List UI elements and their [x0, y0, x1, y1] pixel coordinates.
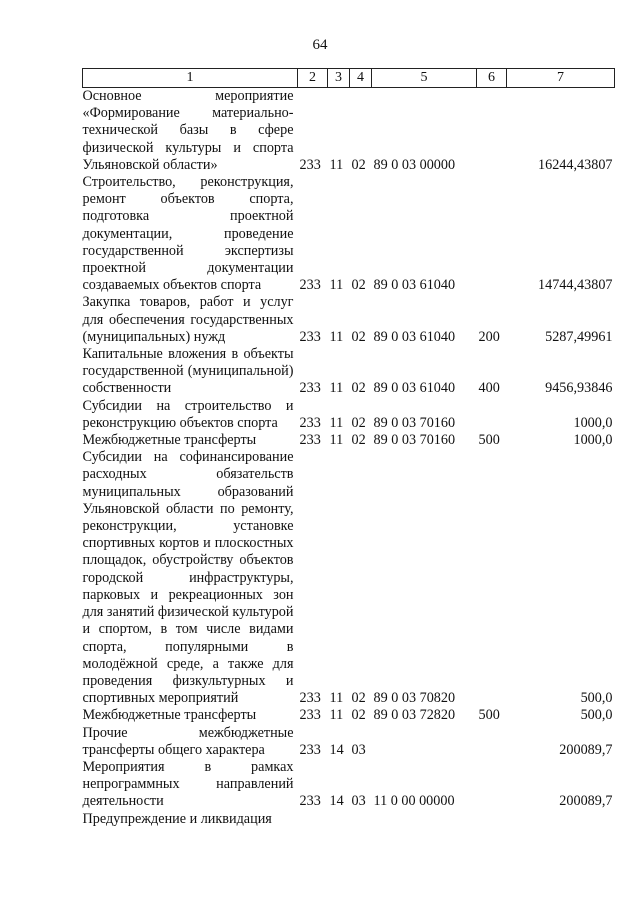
section-code: 11 — [329, 380, 344, 397]
budget-table — [82, 68, 615, 828]
subsection-code: 02 — [351, 707, 366, 724]
expense-name: Межбюджетные трансферты — [82, 432, 257, 449]
amount — [507, 811, 615, 828]
expense-name: Прочие межбюджетные трансферты общего характера — [82, 724, 294, 758]
ministry-code: 233 — [299, 156, 321, 173]
expense-type-code — [477, 174, 507, 294]
amount: 1000,0 — [573, 432, 613, 449]
target-article-code: 89 0 03 70160 — [373, 432, 456, 449]
page-number: 64 — [312, 37, 328, 53]
amount: 200089,7 — [559, 793, 613, 810]
subsection-code: 02 — [351, 690, 366, 707]
table-row — [83, 88, 615, 175]
column-header: 4 — [350, 69, 372, 88]
amount: 500,0 — [580, 690, 613, 707]
expense-name: Строительство, реконструкция, ремонт объектов спорта, подготовка проектной документации, проведение государственной экспертизы проектной документации создаваемых объектов спорта — [82, 174, 294, 294]
section-code: 11 — [329, 707, 344, 724]
column-header: 5 — [372, 69, 477, 88]
target-article-code: 11 0 00 00000 — [373, 793, 455, 810]
section-code: 11 — [329, 414, 344, 431]
ministry-code: 233 — [299, 432, 321, 449]
column-header: 3 — [328, 69, 350, 88]
expense-type-code — [477, 811, 507, 828]
ministry-code: 233 — [299, 414, 321, 431]
expense-name: Закупка товаров, работ и услуг для обеспечения государственных (муниципальных) нужд — [82, 294, 294, 345]
column-header: 1 — [83, 69, 298, 88]
expense-name: Субсидии на строительство и реконструкцию объектов спорта — [82, 397, 294, 431]
target-article-code — [372, 725, 477, 759]
section-code: 11 — [329, 156, 344, 173]
ministry-code: 233 — [299, 707, 321, 724]
table-row — [83, 759, 615, 811]
target-article-code — [372, 811, 477, 828]
subsection-code: 02 — [351, 414, 366, 431]
table-row — [83, 449, 615, 707]
expense-type-code: 200 — [478, 328, 500, 345]
subsection-code — [350, 811, 372, 828]
expense-type-code — [477, 398, 507, 432]
table-header-row — [83, 69, 615, 88]
expense-type-code — [477, 759, 507, 811]
target-article-code: 89 0 03 61040 — [373, 328, 456, 345]
expense-name: Основное мероприятие «Формирование материально-технической базы в сфере физической культуры и спорта Ульяновской области» — [82, 88, 294, 173]
ministry-code: 233 — [299, 690, 321, 707]
amount: 1000,0 — [573, 414, 613, 431]
expense-type-code — [477, 449, 507, 707]
section-code: 14 — [329, 793, 344, 810]
expense-type-code: 400 — [478, 380, 500, 397]
amount: 16244,43807 — [538, 156, 613, 173]
subsection-code: 02 — [351, 328, 366, 345]
expense-type-code — [477, 725, 507, 759]
table-row — [83, 174, 615, 294]
target-article-code: 89 0 03 00000 — [373, 156, 456, 173]
target-article-code: 89 0 03 70160 — [373, 414, 456, 431]
target-article-code: 89 0 03 70820 — [373, 690, 456, 707]
section-code: 14 — [329, 741, 344, 758]
subsection-code: 02 — [351, 432, 366, 449]
expense-name: Мероприятия в рамках непрограммных направлений деятельности — [82, 758, 294, 810]
amount: 200089,7 — [559, 741, 613, 758]
subsection-code: 02 — [351, 156, 366, 173]
expense-name: Межбюджетные трансферты — [82, 707, 257, 724]
ministry-code: 233 — [299, 277, 321, 294]
expense-name: Капитальные вложения в объекты государственной (муниципальной) собственности — [82, 346, 294, 397]
table-row — [83, 398, 615, 432]
column-header: 6 — [477, 69, 507, 88]
column-header: 7 — [507, 69, 615, 88]
expense-type-code: 500 — [478, 432, 500, 449]
subsection-code: 02 — [351, 277, 366, 294]
section-code — [328, 811, 350, 828]
section-code: 11 — [329, 328, 344, 345]
amount: 5287,49961 — [545, 328, 613, 345]
ministry-code: 233 — [299, 741, 321, 758]
ministry-code — [298, 811, 328, 828]
ministry-code: 233 — [299, 380, 321, 397]
column-header: 2 — [298, 69, 328, 88]
subsection-code: 02 — [351, 380, 366, 397]
section-code: 11 — [329, 432, 344, 449]
section-code: 11 — [329, 277, 344, 294]
section-code: 11 — [329, 690, 344, 707]
subsection-code: 03 — [351, 793, 366, 810]
amount: 14744,43807 — [538, 277, 613, 294]
target-article-code: 89 0 03 72820 — [373, 707, 456, 724]
target-article-code: 89 0 03 61040 — [373, 380, 456, 397]
table-row — [83, 725, 615, 759]
ministry-code: 233 — [299, 793, 321, 810]
amount: 9456,93846 — [545, 380, 613, 397]
table-row — [83, 811, 615, 828]
expense-name: Предупреждение и ликвидация — [82, 810, 272, 827]
table-row — [83, 707, 615, 724]
expense-name: Субсидии на софинансирование расходных обязательств муниципальных образований Ульяновской области по ремонту, реконструкции, установке спортивных кортов и плоскостных площадок, обустройству объектов городской инфраструктуры, парковых и рекреационных зон для занятий физической культурой и спортом, в том числе видами спорта, популярными в молодёжной среде, а также для проведения физкультурных и спортивных мероприятий — [82, 449, 294, 707]
table-row — [83, 294, 615, 346]
target-article-code: 89 0 03 61040 — [373, 277, 456, 294]
amount: 500,0 — [580, 707, 613, 724]
table-row — [83, 346, 615, 398]
expense-type-code — [477, 88, 507, 175]
table-row — [83, 432, 615, 449]
ministry-code: 233 — [299, 328, 321, 345]
subsection-code: 03 — [351, 741, 366, 758]
expense-type-code: 500 — [478, 707, 500, 724]
